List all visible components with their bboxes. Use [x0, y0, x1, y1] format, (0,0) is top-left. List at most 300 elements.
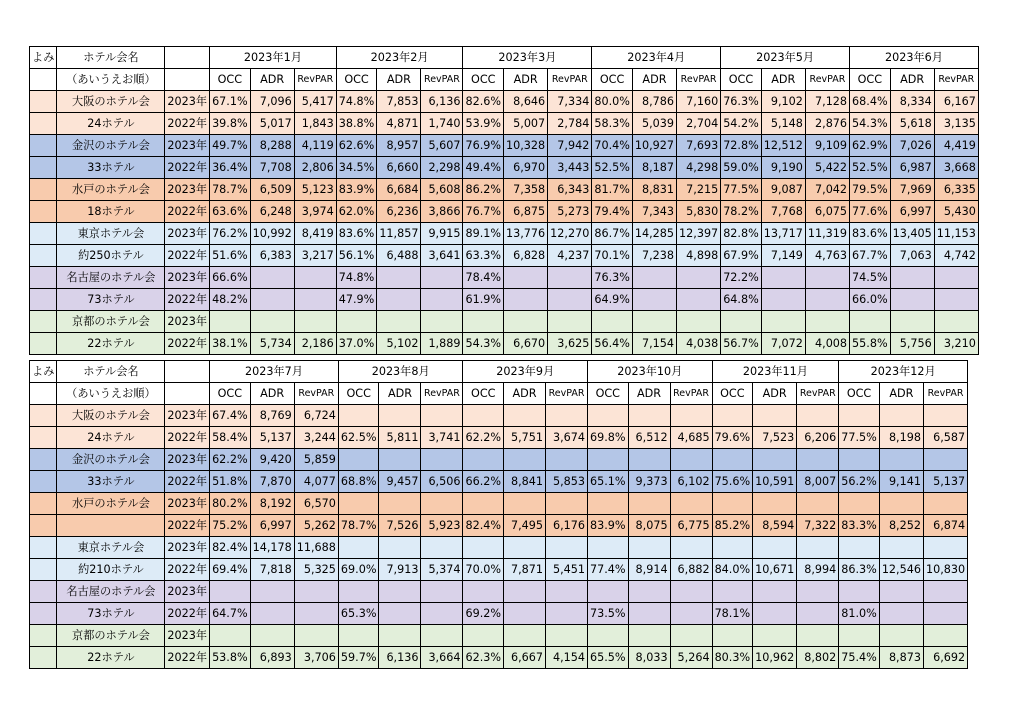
occ-cell: 80.2% [210, 493, 251, 515]
revpar-cell [546, 625, 588, 647]
revpar-cell: 3,974 [294, 201, 336, 223]
occ-cell [588, 493, 629, 515]
occ-cell [712, 537, 753, 559]
yomi-cell [30, 559, 57, 581]
yomi-cell [30, 405, 57, 427]
occ-header: OCC [210, 383, 251, 405]
yomi-blank [30, 383, 57, 405]
hotel-name-cell: 水戸のホテル会 [57, 493, 165, 515]
adr-cell [628, 449, 670, 471]
revpar-cell: 3,210 [934, 333, 978, 355]
revpar-cell: 5,853 [546, 471, 588, 493]
revpar-cell [797, 625, 839, 647]
revpar-cell: 11,153 [934, 223, 978, 245]
revpar-cell: 11,319 [805, 223, 849, 245]
adr-cell: 9,420 [250, 449, 294, 471]
revpar-cell: 3,443 [548, 157, 592, 179]
yomi-cell [30, 449, 57, 471]
revpar-cell: 6,775 [670, 515, 712, 537]
revpar-cell: 4,119 [294, 135, 336, 157]
yomi-cell [30, 157, 57, 179]
revpar-header: RevPAR [421, 383, 463, 405]
table-row [30, 559, 968, 581]
occ-cell [463, 405, 504, 427]
occ-cell: 56.7% [721, 333, 762, 355]
adr-cell [504, 537, 546, 559]
year-cell: 2023年 [165, 625, 210, 647]
adr-cell [504, 311, 548, 333]
adr-header: ADR [504, 383, 546, 405]
yomi-cell [30, 471, 57, 493]
adr-cell: 11,857 [377, 223, 421, 245]
adr-cell: 9,087 [761, 179, 805, 201]
occ-cell [588, 405, 629, 427]
revpar-cell: 5,137 [923, 471, 967, 493]
adr-cell [379, 449, 421, 471]
adr-cell [504, 581, 546, 603]
occ-cell: 68.4% [850, 91, 891, 113]
occ-cell: 54.3% [850, 113, 891, 135]
year-cell: 2022年 [165, 471, 210, 493]
hotel-stats-table-h1 [29, 46, 979, 355]
table-row [30, 311, 979, 333]
revpar-cell: 9,109 [805, 135, 849, 157]
hotel-name-cell: 33ホテル [57, 157, 165, 179]
occ-cell: 89.1% [463, 223, 504, 245]
revpar-cell: 8,994 [797, 559, 839, 581]
occ-cell: 72.8% [721, 135, 762, 157]
header-row-metrics [30, 69, 979, 91]
occ-cell: 76.3% [721, 91, 762, 113]
revpar-cell: 5,273 [548, 201, 592, 223]
occ-header: OCC [839, 383, 880, 405]
adr-cell [504, 449, 546, 471]
adr-cell [879, 405, 923, 427]
yomi-cell [30, 113, 57, 135]
revpar-cell: 4,419 [934, 135, 978, 157]
adr-cell: 8,873 [879, 647, 923, 669]
month-header: 2023年10月 [588, 361, 713, 383]
occ-cell [839, 405, 880, 427]
year-cell: 2022年 [165, 157, 210, 179]
table-row [30, 267, 979, 289]
revpar-cell: 1,740 [421, 113, 463, 135]
adr-cell: 12,512 [761, 135, 805, 157]
adr-cell: 5,137 [250, 427, 294, 449]
hotel-name-cell: 24ホテル [57, 113, 165, 135]
table-row [30, 471, 968, 493]
revpar-cell: 10,830 [923, 559, 967, 581]
header-row-metrics [30, 383, 968, 405]
revpar-cell: 6,206 [797, 427, 839, 449]
revpar-cell [421, 537, 463, 559]
adr-cell [761, 311, 805, 333]
occ-cell [839, 537, 880, 559]
revpar-cell [421, 311, 463, 333]
adr-cell: 10,992 [250, 223, 294, 245]
revpar-cell: 6,102 [670, 471, 712, 493]
yomi-cell [30, 333, 57, 355]
occ-cell: 82.6% [463, 91, 504, 113]
occ-cell: 78.7% [338, 515, 379, 537]
table-row [30, 135, 979, 157]
revpar-cell: 5,325 [294, 559, 338, 581]
revpar-cell [294, 603, 338, 625]
revpar-cell: 3,664 [421, 647, 463, 669]
adr-cell: 7,969 [890, 179, 934, 201]
yomi-cell [30, 91, 57, 113]
revpar-cell: 2,876 [805, 113, 849, 135]
adr-cell: 5,734 [250, 333, 294, 355]
occ-cell: 70.4% [592, 135, 633, 157]
occ-cell: 62.5% [338, 427, 379, 449]
adr-cell: 13,405 [890, 223, 934, 245]
occ-cell: 56.4% [592, 333, 633, 355]
occ-cell [588, 537, 629, 559]
occ-cell: 86.3% [839, 559, 880, 581]
table-row [30, 179, 979, 201]
adr-cell: 9,373 [628, 471, 670, 493]
occ-cell [338, 625, 379, 647]
revpar-cell [294, 267, 336, 289]
table-row [30, 427, 968, 449]
occ-cell: 72.2% [721, 267, 762, 289]
occ-cell: 62.9% [850, 135, 891, 157]
revpar-cell: 5,264 [670, 647, 712, 669]
occ-cell: 75.6% [712, 471, 753, 493]
adr-cell: 14,285 [632, 223, 676, 245]
month-header: 2023年9月 [463, 361, 588, 383]
occ-header: OCC [721, 69, 762, 91]
occ-cell: 86.7% [592, 223, 633, 245]
revpar-cell: 3,866 [421, 201, 463, 223]
revpar-cell [677, 289, 721, 311]
adr-cell: 7,768 [761, 201, 805, 223]
occ-cell: 58.3% [592, 113, 633, 135]
year-cell: 2023年 [165, 179, 210, 201]
adr-cell: 7,063 [890, 245, 934, 267]
adr-cell: 4,871 [377, 113, 421, 135]
yomi-cell [30, 135, 57, 157]
adr-cell [879, 537, 923, 559]
adr-cell: 6,875 [504, 201, 548, 223]
occ-cell: 70.0% [463, 559, 504, 581]
adr-cell: 8,786 [632, 91, 676, 113]
table-row [30, 449, 968, 471]
adr-cell [377, 289, 421, 311]
occ-cell [338, 493, 379, 515]
revpar-cell [421, 405, 463, 427]
adr-cell: 5,039 [632, 113, 676, 135]
revpar-cell [546, 493, 588, 515]
table-row [30, 493, 968, 515]
year-cell: 2022年 [165, 647, 210, 669]
adr-cell [504, 625, 546, 647]
revpar-cell: 7,693 [677, 135, 721, 157]
revpar-header: RevPAR [923, 383, 967, 405]
occ-cell: 86.2% [463, 179, 504, 201]
table-row [30, 245, 979, 267]
occ-cell: 80.0% [592, 91, 633, 113]
order-note: （あいうえお順） [57, 69, 165, 91]
table-row [30, 201, 979, 223]
month-header: 2023年4月 [592, 47, 721, 69]
adr-cell: 9,141 [879, 471, 923, 493]
occ-cell: 78.1% [712, 603, 753, 625]
revpar-cell [923, 493, 967, 515]
revpar-cell [421, 603, 463, 625]
occ-cell: 83.9% [336, 179, 377, 201]
adr-cell [890, 289, 934, 311]
revpar-cell: 2,806 [294, 157, 336, 179]
adr-cell: 7,708 [250, 157, 294, 179]
month-header: 2023年12月 [839, 361, 968, 383]
revpar-cell: 4,237 [548, 245, 592, 267]
adr-cell: 8,831 [632, 179, 676, 201]
adr-cell [250, 267, 294, 289]
revpar-cell: 1,889 [421, 333, 463, 355]
occ-cell [588, 625, 629, 647]
revpar-cell: 5,859 [294, 449, 338, 471]
revpar-cell [421, 625, 463, 647]
occ-cell [336, 311, 377, 333]
occ-cell: 62.2% [210, 449, 251, 471]
occ-header: OCC [336, 69, 377, 91]
adr-cell [632, 289, 676, 311]
revpar-cell: 4,038 [677, 333, 721, 355]
revpar-cell: 2,186 [294, 333, 336, 355]
adr-cell: 8,594 [753, 515, 797, 537]
occ-cell: 53.8% [210, 647, 251, 669]
adr-cell: 5,017 [250, 113, 294, 135]
adr-header: ADR [761, 69, 805, 91]
year-blank [165, 383, 210, 405]
adr-header: ADR [628, 383, 670, 405]
revpar-cell [421, 267, 463, 289]
table-row [30, 223, 979, 245]
revpar-cell [923, 603, 967, 625]
revpar-cell [546, 537, 588, 559]
adr-cell: 7,154 [632, 333, 676, 355]
revpar-cell [546, 581, 588, 603]
occ-cell [338, 581, 379, 603]
occ-cell: 82.4% [463, 515, 504, 537]
revpar-cell: 6,176 [546, 515, 588, 537]
revpar-cell [670, 603, 712, 625]
revpar-cell: 5,422 [805, 157, 849, 179]
year-cell: 2022年 [165, 201, 210, 223]
adr-cell: 5,751 [504, 427, 546, 449]
adr-cell: 14,178 [250, 537, 294, 559]
occ-cell [338, 449, 379, 471]
year-cell: 2022年 [165, 427, 210, 449]
revpar-cell: 3,641 [421, 245, 463, 267]
revpar-cell: 5,451 [546, 559, 588, 581]
adr-header: ADR [250, 69, 294, 91]
revpar-cell [548, 289, 592, 311]
year-cell: 2023年 [165, 493, 210, 515]
occ-header: OCC [463, 383, 504, 405]
occ-header: OCC [850, 69, 891, 91]
revpar-cell [421, 449, 463, 471]
year-cell: 2023年 [165, 537, 210, 559]
occ-cell: 38.8% [336, 113, 377, 135]
occ-cell [850, 311, 891, 333]
adr-cell: 8,841 [504, 471, 546, 493]
revpar-cell [670, 625, 712, 647]
hotel-name-cell: 東京ホテル会 [57, 223, 165, 245]
month-header: 2023年8月 [338, 361, 463, 383]
revpar-cell: 6,075 [805, 201, 849, 223]
adr-cell: 6,488 [377, 245, 421, 267]
revpar-header: RevPAR [294, 69, 336, 91]
adr-cell: 6,509 [250, 179, 294, 201]
revpar-cell: 4,298 [677, 157, 721, 179]
adr-header: ADR [504, 69, 548, 91]
adr-header: ADR [250, 383, 294, 405]
occ-cell [839, 449, 880, 471]
occ-cell: 74.5% [850, 267, 891, 289]
month-header: 2023年2月 [336, 47, 463, 69]
hotel-name-cell: 約250ホテル [57, 245, 165, 267]
adr-cell [890, 267, 934, 289]
adr-cell: 6,997 [890, 201, 934, 223]
revpar-cell [797, 603, 839, 625]
adr-cell: 9,102 [761, 91, 805, 113]
revpar-cell: 2,784 [548, 113, 592, 135]
occ-cell [839, 625, 880, 647]
adr-cell [250, 581, 294, 603]
occ-cell [463, 625, 504, 647]
adr-cell: 6,970 [504, 157, 548, 179]
occ-cell: 76.9% [463, 135, 504, 157]
revpar-cell [421, 493, 463, 515]
adr-cell [753, 603, 797, 625]
occ-cell: 67.1% [210, 91, 251, 113]
occ-header: OCC [338, 383, 379, 405]
revpar-cell [923, 449, 967, 471]
adr-cell [628, 493, 670, 515]
adr-cell [377, 267, 421, 289]
revpar-cell [548, 267, 592, 289]
year-cell: 2023年 [165, 223, 210, 245]
revpar-cell [294, 625, 338, 647]
revpar-cell: 6,874 [923, 515, 967, 537]
occ-header: OCC [210, 69, 251, 91]
table-row [30, 289, 979, 311]
occ-cell: 65.5% [588, 647, 629, 669]
yomi-cell [30, 625, 57, 647]
adr-cell: 8,192 [250, 493, 294, 515]
year-header-blank [165, 361, 210, 383]
revpar-cell: 3,625 [548, 333, 592, 355]
yomi-cell [30, 267, 57, 289]
adr-cell: 8,252 [879, 515, 923, 537]
hotel-name-cell: 名古屋のホテル会 [57, 267, 165, 289]
year-cell: 2023年 [165, 311, 210, 333]
adr-cell: 6,684 [377, 179, 421, 201]
occ-cell: 74.8% [336, 267, 377, 289]
revpar-cell [546, 405, 588, 427]
occ-cell: 54.3% [463, 333, 504, 355]
adr-cell: 12,546 [879, 559, 923, 581]
revpar-cell [797, 537, 839, 559]
year-cell: 2022年 [165, 603, 210, 625]
adr-cell: 6,670 [504, 333, 548, 355]
revpar-cell [923, 537, 967, 559]
occ-cell [712, 493, 753, 515]
occ-cell [338, 537, 379, 559]
adr-cell: 7,853 [377, 91, 421, 113]
occ-cell: 52.5% [850, 157, 891, 179]
hotel-name-cell: 東京ホテル会 [57, 537, 165, 559]
occ-cell [712, 449, 753, 471]
hotel-name-cell: 大阪のホテル会 [57, 91, 165, 113]
occ-cell: 62.6% [336, 135, 377, 157]
adr-cell [628, 625, 670, 647]
year-blank [165, 69, 210, 91]
adr-cell: 6,236 [377, 201, 421, 223]
adr-cell: 7,026 [890, 135, 934, 157]
revpar-cell: 6,692 [923, 647, 967, 669]
revpar-cell [546, 449, 588, 471]
adr-cell [879, 493, 923, 515]
adr-header: ADR [879, 383, 923, 405]
year-cell: 2023年 [165, 91, 210, 113]
yomi-blank [30, 69, 57, 91]
occ-cell: 39.8% [210, 113, 251, 135]
occ-cell: 76.2% [210, 223, 251, 245]
adr-cell [379, 581, 421, 603]
revpar-cell [670, 537, 712, 559]
adr-cell [753, 405, 797, 427]
revpar-cell: 7,322 [797, 515, 839, 537]
adr-cell: 6,136 [379, 647, 421, 669]
hotel-name-cell: 京都のホテル会 [57, 625, 165, 647]
hotel-name-cell: 24ホテル [57, 427, 165, 449]
occ-cell [712, 625, 753, 647]
occ-cell: 59.0% [721, 157, 762, 179]
year-cell: 2022年 [165, 515, 210, 537]
occ-cell: 69.0% [338, 559, 379, 581]
hotel-name-cell: 約210ホテル [57, 559, 165, 581]
table-row [30, 515, 968, 537]
adr-cell: 7,096 [250, 91, 294, 113]
adr-cell: 5,756 [890, 333, 934, 355]
year-cell: 2022年 [165, 113, 210, 135]
occ-cell: 49.4% [463, 157, 504, 179]
revpar-cell: 6,724 [294, 405, 338, 427]
occ-cell: 83.9% [588, 515, 629, 537]
table-row [30, 537, 968, 559]
occ-cell: 64.7% [210, 603, 251, 625]
yomi-cell [30, 537, 57, 559]
occ-cell: 78.4% [463, 267, 504, 289]
revpar-cell [805, 267, 849, 289]
adr-cell: 8,957 [377, 135, 421, 157]
occ-cell: 73.5% [588, 603, 629, 625]
revpar-cell [670, 449, 712, 471]
adr-cell: 6,383 [250, 245, 294, 267]
revpar-cell: 11,688 [294, 537, 338, 559]
year-cell: 2022年 [165, 333, 210, 355]
adr-cell: 7,149 [761, 245, 805, 267]
adr-cell: 8,769 [250, 405, 294, 427]
yomi-cell [30, 647, 57, 669]
revpar-cell: 3,706 [294, 647, 338, 669]
revpar-cell: 8,802 [797, 647, 839, 669]
occ-cell [588, 449, 629, 471]
